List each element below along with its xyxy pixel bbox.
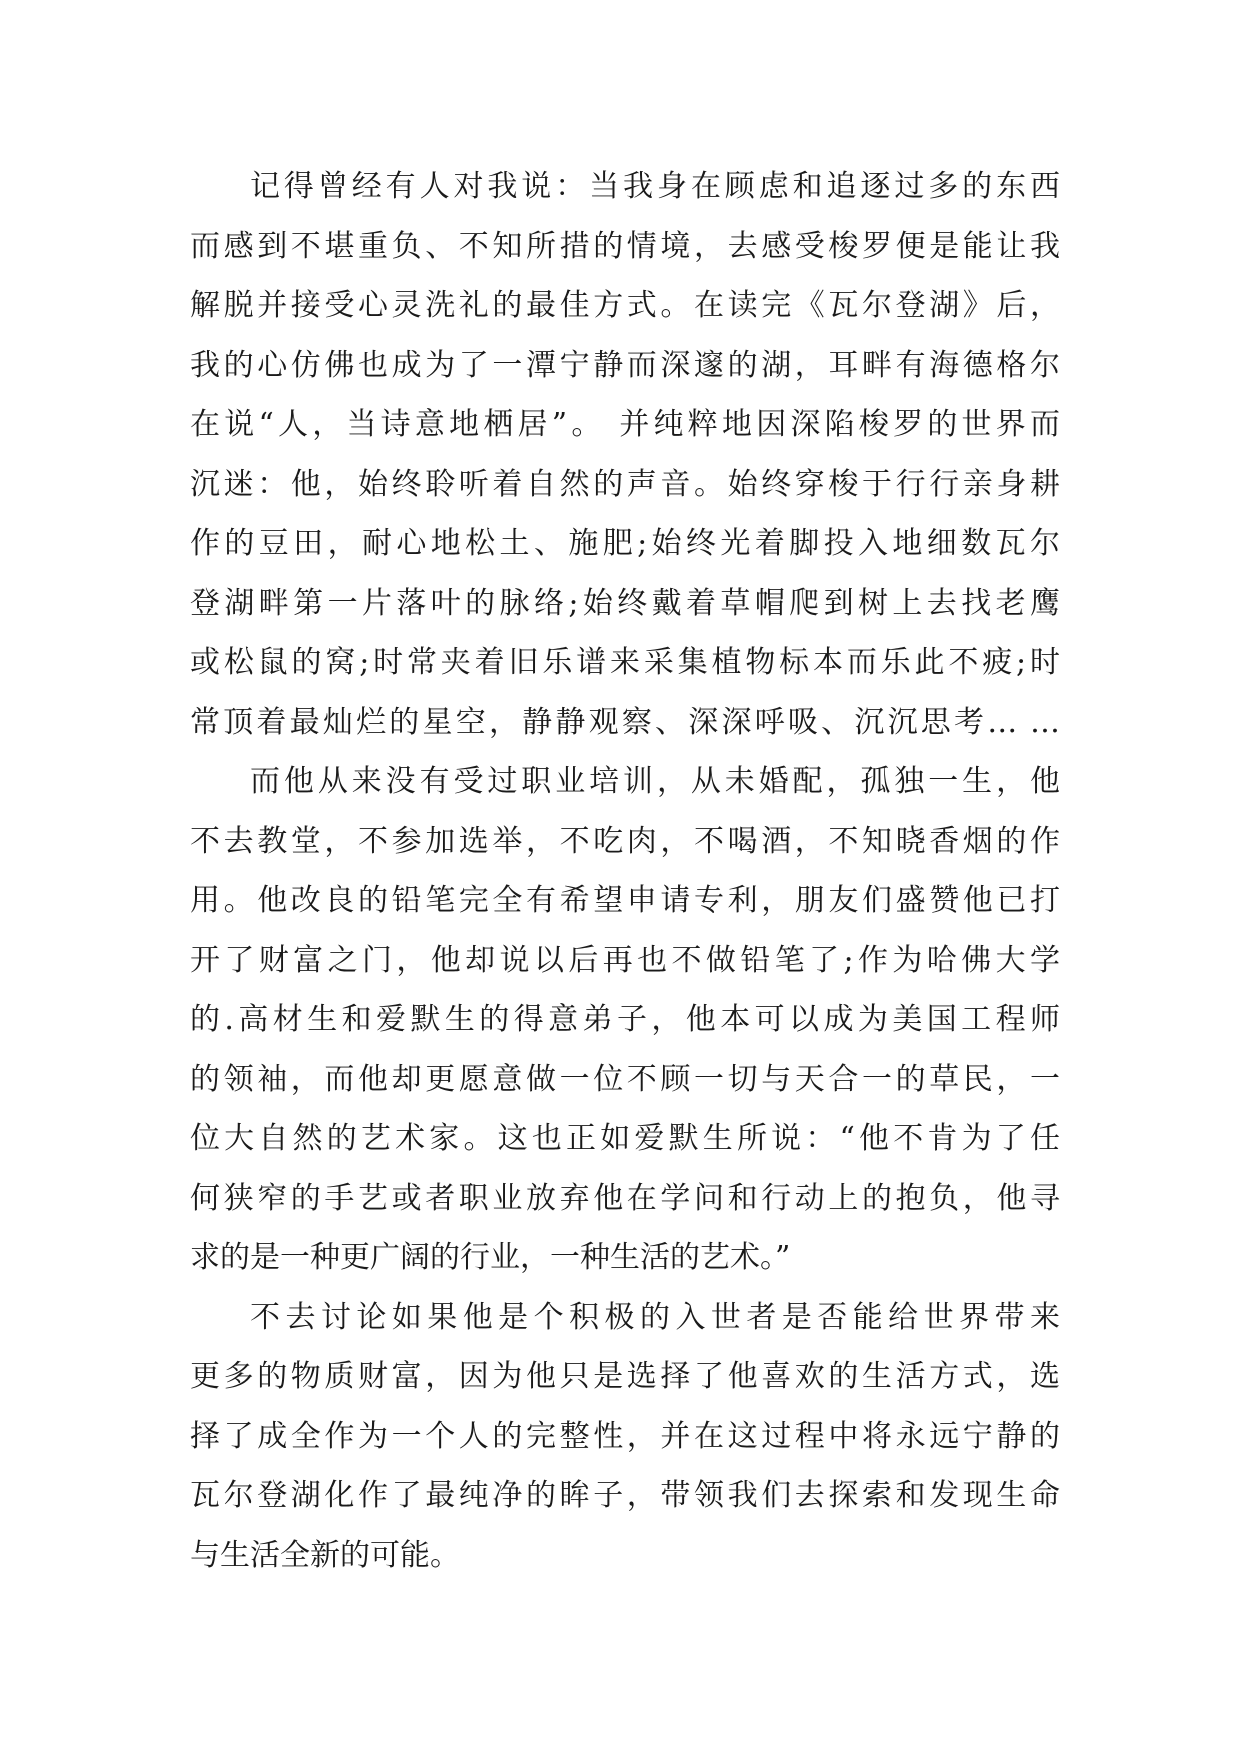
text-line: 登湖畔第一片落叶的脉络;始终戴着草帽爬到树上去找老鹰	[190, 585, 1060, 621]
text-line: 的领袖，而他却更愿意做一位不顾一切与天合一的草民，一	[190, 1061, 1060, 1097]
text-line: 用。他改良的铅笔完全有希望申请专利，朋友们盛赞他已打	[190, 883, 1060, 918]
text-line: 而感到不堪重负、不知所措的情境，去感受梭罗便是能让我	[190, 228, 1060, 264]
text-line: 作的豆田，耐心地松土、施肥;始终光着脚投入地细数瓦尔	[190, 526, 1060, 561]
text-line: 不去教堂，不参加选举，不吃肉，不喝酒，不知晓香烟的作	[190, 823, 1060, 859]
text-line: 常顶着最灿烂的星空，静静观察、深深呼吸、沉沉思考… …	[190, 704, 1060, 740]
text-line: 不去讨论如果他是个积极的入世者是否能给世界带来	[250, 1299, 1060, 1335]
text-line: 我的心仿佛也成为了一潭宁静而深邃的湖，耳畔有海德格尔	[190, 347, 1060, 383]
body-text	[190, 157, 1060, 1585]
text-line: 在说“人，当诗意地栖居”。 并纯粹地因深陷梭罗的世界而	[190, 407, 1060, 442]
text-line: 位大自然的艺术家。这也正如爱默生所说：“他不肯为了任	[190, 1121, 1060, 1156]
text-line: 求的是一种更广阔的行业，一种生活的艺术。”	[190, 1240, 791, 1275]
text-line: 的.高材生和爱默生的得意弟子，他本可以成为美国工程师	[190, 1002, 1060, 1037]
text-line: 或松鼠的窝;时常夹着旧乐谱来采集植物标本而乐此不疲;时	[190, 645, 1060, 680]
text-line: 何狭窄的手艺或者职业放弃他在学问和行动上的抱负，他寻	[190, 1180, 1060, 1216]
paragraph-3	[190, 1288, 1060, 1586]
paragraph-1	[190, 157, 1060, 752]
text-line: 沉迷：他，始终聆听着自然的声音。始终穿梭于行行亲身耕	[190, 466, 1060, 502]
text-line: 而他从来没有受过职业培训，从未婚配，孤独一生，他	[250, 764, 1060, 799]
text-line: 瓦尔登湖化作了最纯净的眸子，带领我们去探索和发现生命	[190, 1478, 1060, 1513]
paragraph-2	[190, 752, 1060, 1288]
text-line: 开了财富之门，他却说以后再也不做铅笔了;作为哈佛大学	[190, 942, 1060, 978]
text-line: 与生活全新的可能。	[190, 1537, 460, 1573]
text-line: 择了成全作为一个人的完整性，并在这过程中将永远宁静的	[190, 1418, 1060, 1454]
text-line: 记得曾经有人对我说：当我身在顾虑和追逐过多的东西	[250, 169, 1060, 204]
text-line: 解脱并接受心灵洗礼的最佳方式。在读完《瓦尔登湖》后，	[190, 288, 1060, 323]
text-line: 更多的物质财富，因为他只是选择了他喜欢的生活方式，选	[190, 1359, 1060, 1394]
